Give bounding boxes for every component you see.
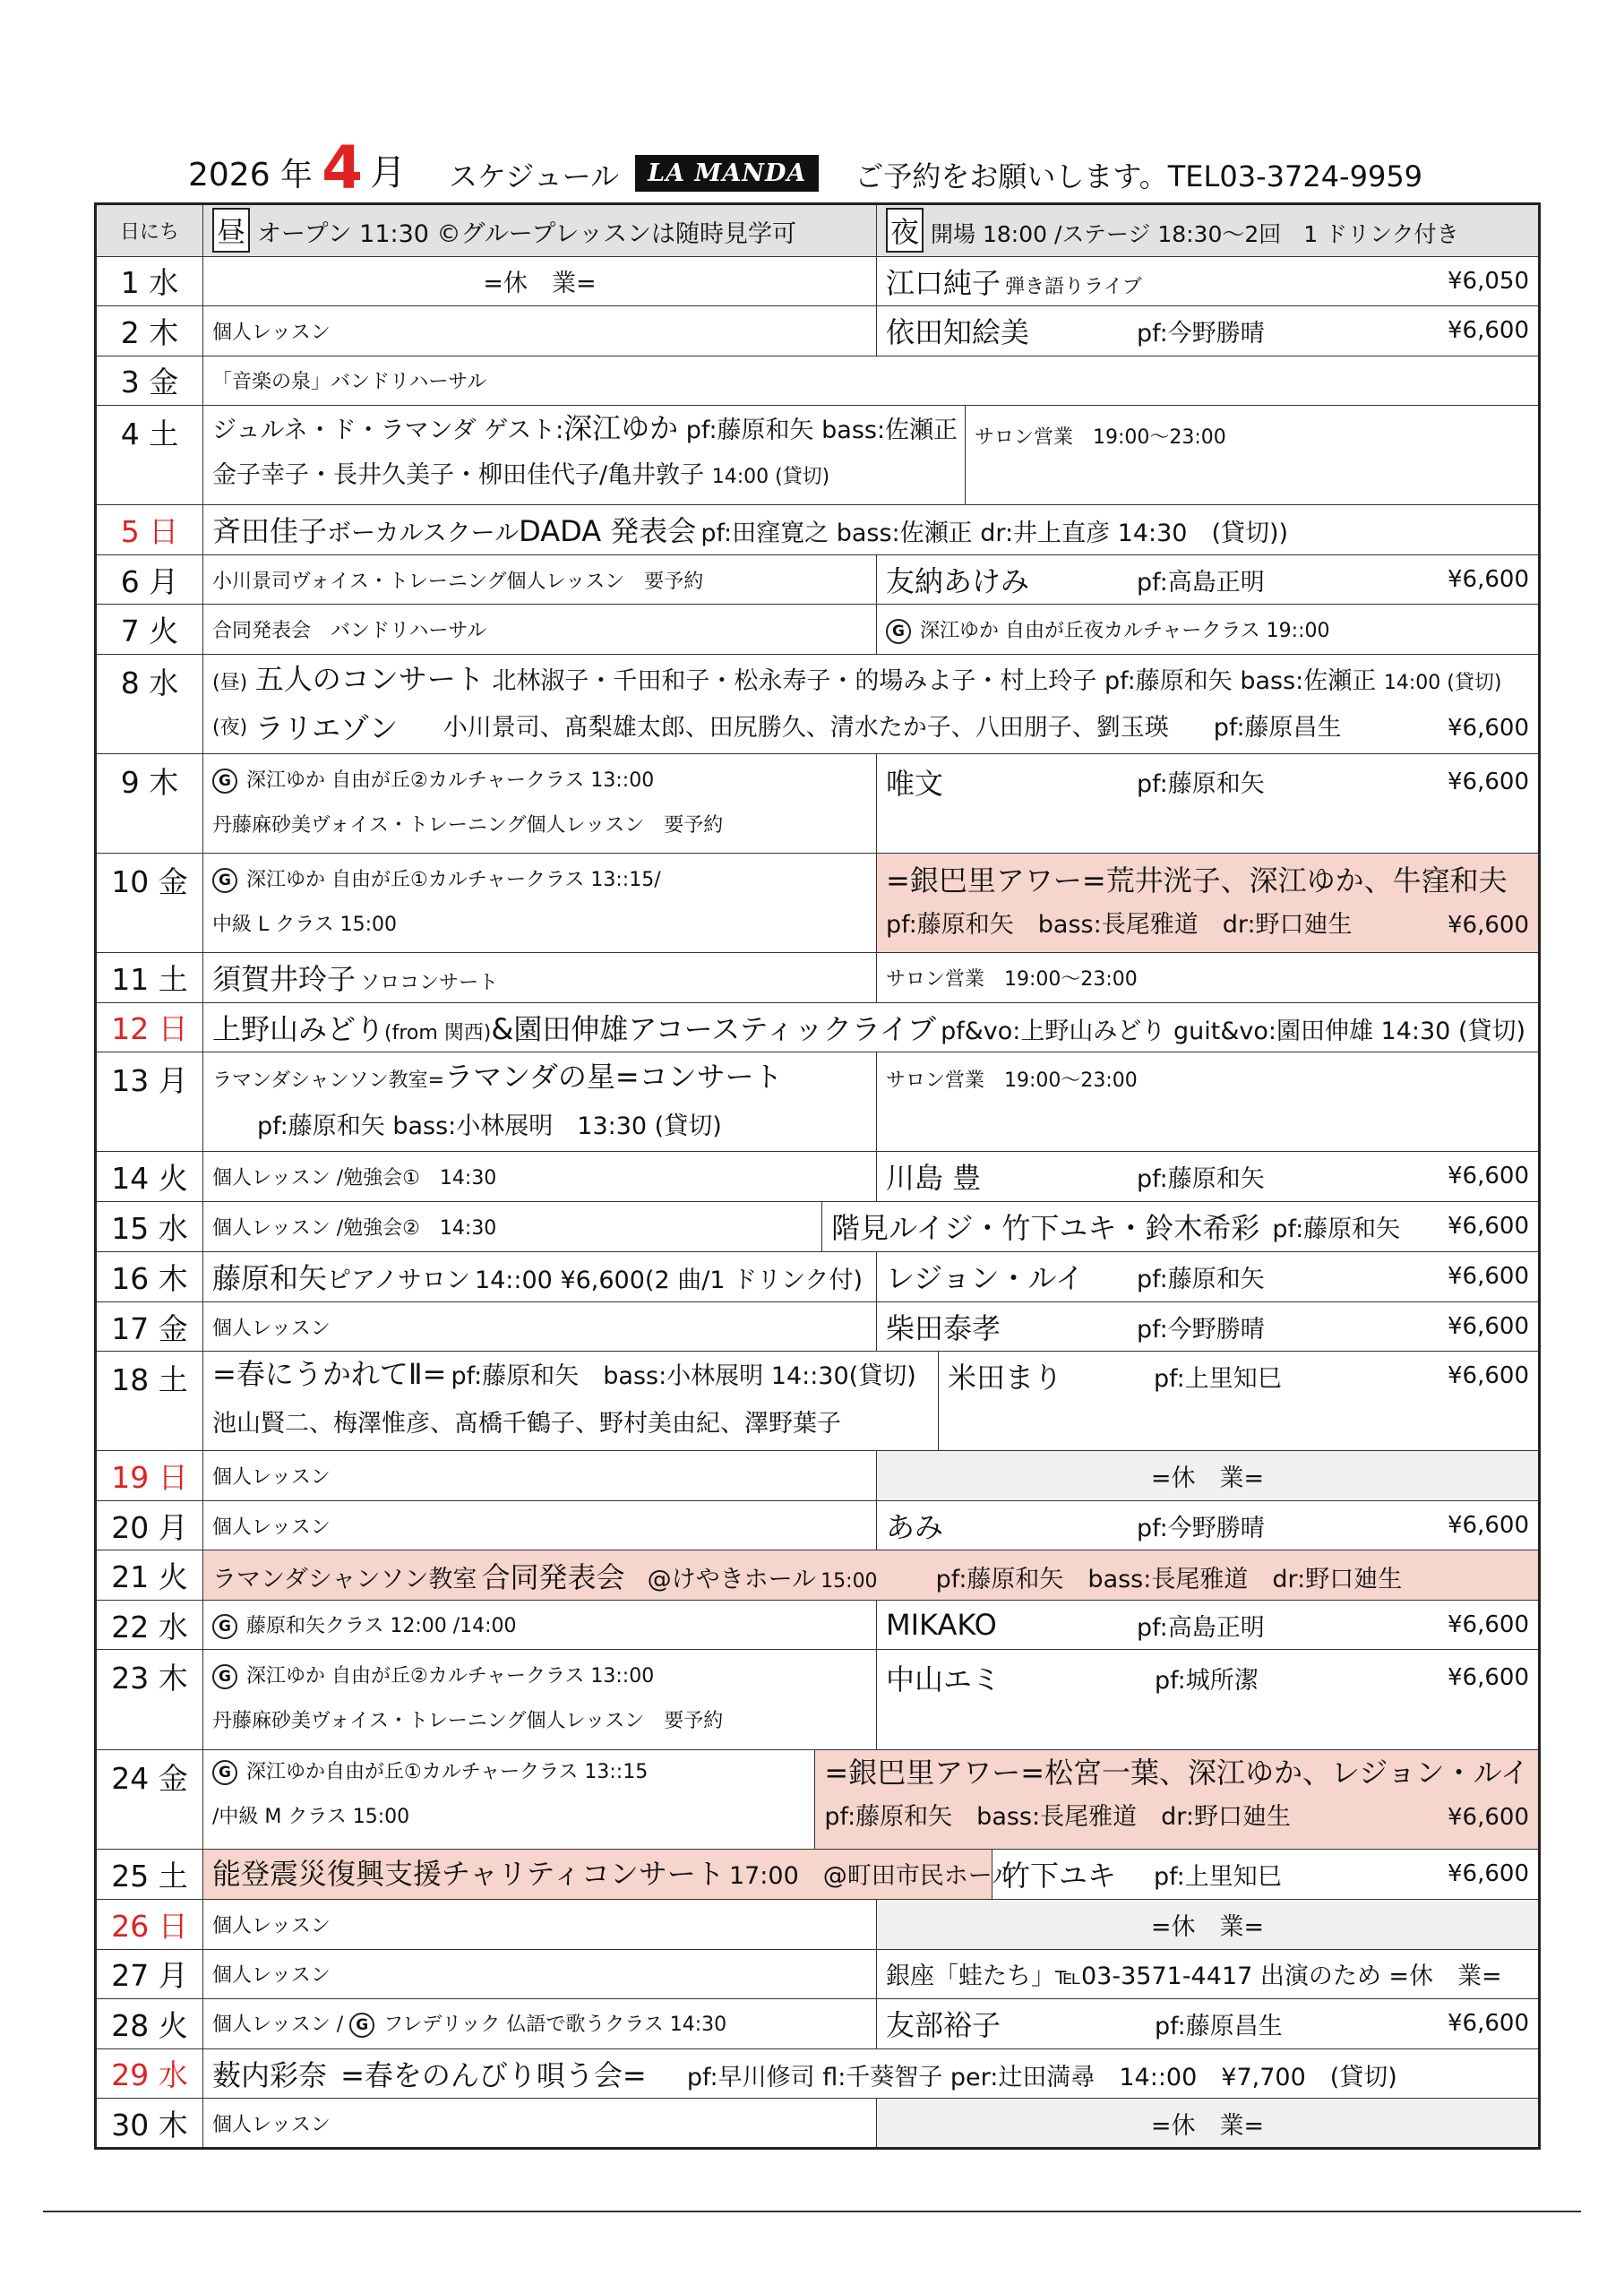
price: ¥6,600 [1448,1803,1529,1831]
night-cell [877,306,1540,356]
event-time: 15:00 [821,1569,878,1593]
table-row [96,1949,1540,1999]
performer-name: 中山エミ [886,1662,1001,1697]
table-row [96,753,1540,853]
performer-name: 薮内彩奈 [212,2057,328,2092]
performer-name: あみ [886,1510,944,1545]
performer-name: 須賀井玲子 [212,962,357,997]
table-row [96,1252,1540,1302]
table-row [96,1900,1540,1950]
event-title: =銀巴里アワー=荒井洸子、深江ゆか、牛窪和夫 [886,863,1508,897]
row-date: 12 日 [96,1002,203,1052]
performer-name: 友部裕子 [886,2008,1001,2043]
merged-cell [203,1201,1540,1252]
night-cell [877,753,1540,853]
event-title: ピアノサロン [327,1267,470,1295]
table-row [96,406,1540,505]
event-sub: ボーカルスクール [327,520,520,548]
price: ¥6,600 [1448,2010,1529,2038]
pianist: pf:上里知巳 [1154,1862,1282,1891]
price: ¥6,600 [1448,1263,1529,1291]
night-cell [877,1600,1540,1650]
full-cell [203,1002,1540,1052]
night-cell [877,554,1540,605]
row-date: 8 水 [96,654,203,753]
night-cell [877,605,1540,655]
row-date: 7 火 [96,605,203,655]
table-row [96,505,1540,555]
row-date: 20 月 [96,1500,203,1550]
event-time: 14:00 (貸切) [1383,672,1502,695]
lesson-info: 深江ゆか 自由が丘②カルチャークラス 13::00 [246,1665,655,1688]
pianist: pf:今野勝晴 [1137,1315,1265,1344]
row-date: 2 木 [96,306,203,356]
noon-tag: (昼) [212,672,248,695]
performer-name: 依田知絵美 [886,315,1030,350]
night-cell [877,1650,1540,1749]
price: ¥6,600 [1448,1362,1529,1390]
night-cell: サロン営業 19:00〜23:00 [877,1052,1540,1152]
pianist: pf:城所潔 [1155,1666,1259,1695]
price: ¥6,600 [1448,768,1529,795]
performers: 池山賢二、梅澤惟彦、髙橋千鶴子、野村美由紀、澤野葉子 [212,1410,841,1438]
page-header [188,133,1423,202]
performer-name: 柴田泰孝 [886,1311,1001,1345]
price: ¥6,600 [1448,1664,1529,1692]
full-cell [203,1550,1540,1601]
noon-cell: 個人レッスン [203,2099,877,2149]
night-cell: =休 業= [877,1451,1540,1501]
pianist: pf:上里知巳 [1154,1364,1282,1393]
bottom-divider [43,2211,1581,2212]
event-title: 合同発表会 [481,1559,625,1594]
full-cell: 「音楽の泉」バンドリハーサル [203,356,1540,406]
merged-cell [203,1849,1540,1900]
event-musicians: pf:藤原和矢 bass:佐瀬正 [685,417,958,445]
table-row [96,1201,1540,1252]
table-row [96,1451,1540,1501]
guest-name: 深江ゆか [563,411,679,446]
la-manda-logo: LA MANDA [635,155,819,192]
event-title: =春にうかれてⅡ= [212,1357,447,1392]
table-row [96,1500,1540,1550]
row-date: 13 月 [96,1052,203,1152]
event-title: ジュルネ・ド・ラマンダ ゲスト: [212,417,564,445]
merged-cell [203,406,1540,505]
lesson-info: 中級 L クラス 15:00 [212,913,397,936]
noon-cell: 個人レッスン [203,1500,877,1550]
header-date: 日にち [96,204,203,257]
table-row [96,1301,1540,1352]
noon-cell [203,1999,877,2049]
pianist: pf:藤原昌生 [1155,2012,1283,2040]
merged-cell [203,654,1540,753]
event-title: ラリエゾン [254,711,399,746]
price: ¥6,600 [1448,715,1529,743]
row-date: 6 月 [96,554,203,605]
group-lesson-icon: G [886,619,911,644]
table-row [96,306,1540,356]
performer-name: 藤原和矢 [212,1261,328,1296]
row-date: 10 金 [96,853,203,952]
performer-sub: 弾き語りライブ [1005,275,1142,298]
event-musicians: pf:藤原和矢 bass:長尾雅道 dr:野口廸生 [935,1565,1403,1593]
noon-cell [203,953,877,1003]
row-date: 4 土 [96,406,203,505]
table-row [96,2099,1540,2149]
table-row [96,1152,1540,1202]
performer-name: 唯文 [886,766,944,801]
row-date: 22 水 [96,1600,203,1650]
header-schedule-label: スケジュール [449,159,620,193]
night-cell: サロン営業 19:00〜23:00 [877,953,1540,1003]
reservation-phone: ご予約をお願いします。TEL03-3724-9959 [855,159,1423,193]
pianist: pf:藤原和矢 [1137,770,1265,799]
noon-cell: =休 業= [203,256,877,306]
lesson-info: 個人レッスン / [212,2014,344,2037]
row-date: 21 火 [96,1550,203,1601]
event-musicians: pf:藤原和矢 bass:小林展明 13:30 (貸切) [257,1112,722,1141]
row-date: 14 火 [96,1152,203,1202]
event-musicians: pf:藤原和矢 bass:小林展明 14::30(貸切) [451,1362,916,1391]
event-detail: 17:00 @町田市民ホール [728,1861,1017,1890]
full-cell [203,2048,1540,2099]
night-cell: 銀座「蛙たち」℡03-3571-4417 出演のため =休 業= [877,1949,1540,1999]
schedule-table [94,202,1541,2150]
group-lesson-icon: G [212,769,237,794]
event-title: &園田伸雄アコースティックライブ [491,1011,937,1046]
row-date: 30 木 [96,2099,203,2149]
row-date: 28 火 [96,1999,203,2049]
table-row [96,1849,1540,1900]
event-title: =春をのんびり唄う会= [340,2057,647,2092]
lesson-info: 丹藤麻砂美ヴォイス・トレーニング個人レッスン 要予約 [212,813,724,837]
event-time: 14:00 (貸切) [711,466,830,489]
table-header-row [96,204,1540,257]
pianist: pf:藤原和矢 [1272,1215,1401,1243]
table-row [96,605,1540,655]
group-lesson-icon: G [212,1664,237,1689]
price: ¥6,600 [1448,566,1529,594]
price: ¥6,600 [1448,1611,1529,1639]
night-cell [814,1750,1538,1849]
table-row [96,1600,1540,1650]
row-date: 18 土 [96,1352,203,1451]
night-box: 夜 [886,208,924,253]
table-row [96,654,1540,753]
row-date: 25 土 [96,1849,203,1900]
row-date: 16 木 [96,1252,203,1302]
event-title: =銀巴里アワー=松宮一葉、深江ゆか、レジョン・ルイ [824,1755,1529,1790]
table-row [96,1999,1540,2049]
event-host: ラマンダシャンソン教室 [212,1565,477,1593]
noon-cell [203,753,877,853]
row-date: 23 木 [96,1650,203,1749]
lesson-info: フレデリック 仏語で歌うクラス 14:30 [383,2014,727,2037]
performer-name: 竹下ユキ [1001,1859,1117,1894]
row-date: 15 水 [96,1201,203,1252]
row-date: 29 水 [96,2048,203,2099]
table-row [96,1650,1540,1749]
table-row [96,554,1540,605]
price: ¥6,600 [1448,317,1529,345]
noon-cell: 個人レッスン [203,1949,877,1999]
price: ¥6,050 [1448,267,1529,295]
price: ¥6,600 [1448,1512,1529,1540]
lesson-info: 深江ゆか自由が丘①カルチャークラス 13::15 [246,1760,649,1783]
event-musicians: pf&vo:上野山みどり guit&vo:園田伸雄 14:30 (貸切) [941,1017,1526,1045]
performer-name: 米田まり [948,1361,1063,1396]
row-date: 27 月 [96,1949,203,1999]
header-month: 4 [322,133,363,202]
night-info: 開場 18:00 /ステージ 18:30〜2回 1 ドリンク付き [931,221,1459,248]
noon-cell: 個人レッスン [203,1301,877,1352]
performer-name: 江口純子 [886,265,1001,300]
table-row [96,256,1540,306]
event-title: 能登震災復興支援チャリティコンサート [212,1856,725,1891]
table-row [96,853,1540,952]
event-musicians: pf:藤原和矢 bass:長尾雅道 dr:野口廸生 [824,1802,1291,1831]
price: ¥6,600 [1448,1213,1529,1241]
merged-cell [203,1352,1540,1451]
merged-cell [203,1749,1540,1849]
noon-cell: 個人レッスン /勉強会② 14:30 [212,1216,497,1240]
row-date: 9 木 [96,753,203,853]
row-date: 11 土 [96,953,203,1003]
row-date: 1 水 [96,256,203,306]
event-title: DADA 発表会 [519,514,697,549]
performers: 金子幸子・長井久美子・柳田佳代子/亀井敦子 [212,461,705,490]
table-row [96,2048,1540,2099]
price: ¥6,600 [1448,1163,1529,1190]
table-row [96,1002,1540,1052]
night-cell: サロン営業 19:00〜23:00 [965,406,1538,504]
row-date: 17 金 [96,1301,203,1352]
noon-cell: 個人レッスン [203,306,877,356]
table-row [96,356,1540,406]
table-row [96,1749,1540,1849]
noon-cell: 個人レッスン [203,1900,877,1950]
row-date: 3 金 [96,356,203,406]
price: ¥6,600 [1448,1860,1529,1888]
header-night [877,204,1540,257]
night-cell [877,256,1540,306]
performer-name: 階見ルイジ・竹下ユキ・鈴木希彩 [831,1211,1260,1246]
noon-cell [203,1252,877,1302]
header-month-label: 月 [370,152,406,193]
table-row [96,953,1540,1003]
row-date: 26 日 [96,1900,203,1950]
table-row [96,1550,1540,1601]
night-info: 深江ゆか 自由が丘夜カルチャークラス 19::00 [920,619,1330,642]
noon-cell [203,853,877,952]
header-noon [203,204,877,257]
performer-name: 川島 豊 [886,1161,982,1196]
night-cell: =休 業= [877,2099,1540,2149]
row-date: 24 金 [96,1749,203,1849]
noon-cell: 個人レッスン /勉強会① 14:30 [203,1152,877,1202]
night-cell: =休 業= [877,1900,1540,1950]
group-lesson-icon: G [212,1614,237,1639]
event-musicians: pf:藤原和矢 bass:長尾雅道 dr:野口廸生 [886,910,1353,939]
performer-name: MIKAKO [886,1608,997,1643]
event-host: 斉田佳子 [212,514,328,549]
performers: 小川景司、髙梨雄太郎、田尻勝久、清水たか子、八田朋子、劉玉瑛 [443,714,1169,743]
pianist: pf:藤原昌生 [1213,714,1342,743]
pianist: pf:藤原和矢 [1137,1265,1265,1293]
lesson-info: 深江ゆか 自由が丘①カルチャークラス 13::15/ [246,868,661,891]
lesson-info: 丹藤麻砂美ヴォイス・トレーニング個人レッスン 要予約 [212,1710,724,1733]
noon-cell [203,1650,877,1749]
performer-sub: ソロコンサート [360,972,499,995]
group-lesson-icon: G [349,2013,374,2038]
group-lesson-icon: G [212,868,237,893]
event-musicians: pf:早川修司 fl:千葵智子 per:辻田満尋 14::00 ¥7,700 (貸切) [686,2063,1397,2091]
performer-origin: (from 関西) [384,1021,492,1044]
pianist: pf:今野勝晴 [1137,1514,1265,1542]
event-detail: 14::00 ¥6,600(2 曲/1 ドリンク付) [474,1267,864,1295]
lesson-info: 深江ゆか 自由が丘②カルチャークラス 13::00 [246,769,655,792]
night-cell [877,1500,1540,1550]
group-lesson-icon: G [212,1760,237,1785]
row-date: 5 日 [96,505,203,555]
event-musicians: pf:田窪寛之 bass:佐瀬正 dr:井上直彦 14:30 (貸切)) [700,520,1289,548]
header-year: 2026 年 [188,157,314,193]
table-row [96,1052,1540,1152]
pianist: pf:藤原和矢 [1137,1164,1265,1193]
noon-cell: 個人レッスン [203,1451,877,1501]
night-cell [877,1999,1540,2049]
price: ¥6,600 [1448,911,1529,939]
price: ¥6,600 [1448,1313,1529,1340]
performer-name: レジョン・ルイ [886,1261,1084,1296]
noon-cell [203,1600,877,1650]
performer-name: 上野山みどり [212,1011,385,1046]
night-cell [877,853,1540,952]
night-cell [877,1301,1540,1352]
noon-cell: 小川景司ヴォイス・トレーニング個人レッスン 要予約 [203,554,877,605]
night-cell [877,1152,1540,1202]
event-title: 五人のコンサート [254,662,485,697]
night-cell [877,1252,1540,1302]
noon-cell [203,1052,877,1152]
table-row [96,1352,1540,1451]
venue: @けやきホール [647,1565,817,1593]
night-tag: (夜) [212,717,248,740]
event-musicians: pf:藤原和矢 bass:佐瀬正 [1104,667,1377,696]
row-date: 19 日 [96,1451,203,1501]
pianist: pf:高島正明 [1137,1613,1265,1642]
full-cell [203,505,1540,555]
lesson-info: /中級 M クラス 15:00 [212,1805,410,1828]
pianist: pf:今野勝晴 [1137,319,1265,348]
event-host: ラマンダシャンソン教室= [212,1069,445,1093]
lesson-info: 藤原和矢クラス 12:00 /14:00 [246,1615,517,1638]
noon-info: オープン 11:30 ©グループレッスンは随時見学可 [257,220,797,249]
event-title: ラマンダの星=コンサート [444,1060,783,1095]
noon-box: 昼 [212,208,250,253]
performer-name: 友納あけみ [886,564,1030,599]
pianist: pf:高島正明 [1137,568,1265,597]
performers: 北林淑子・千田和子・松永寿子・的場みよ子・村上玲子 [492,667,1097,696]
noon-cell: 合同発表会 バンドリハーサル [203,605,877,655]
